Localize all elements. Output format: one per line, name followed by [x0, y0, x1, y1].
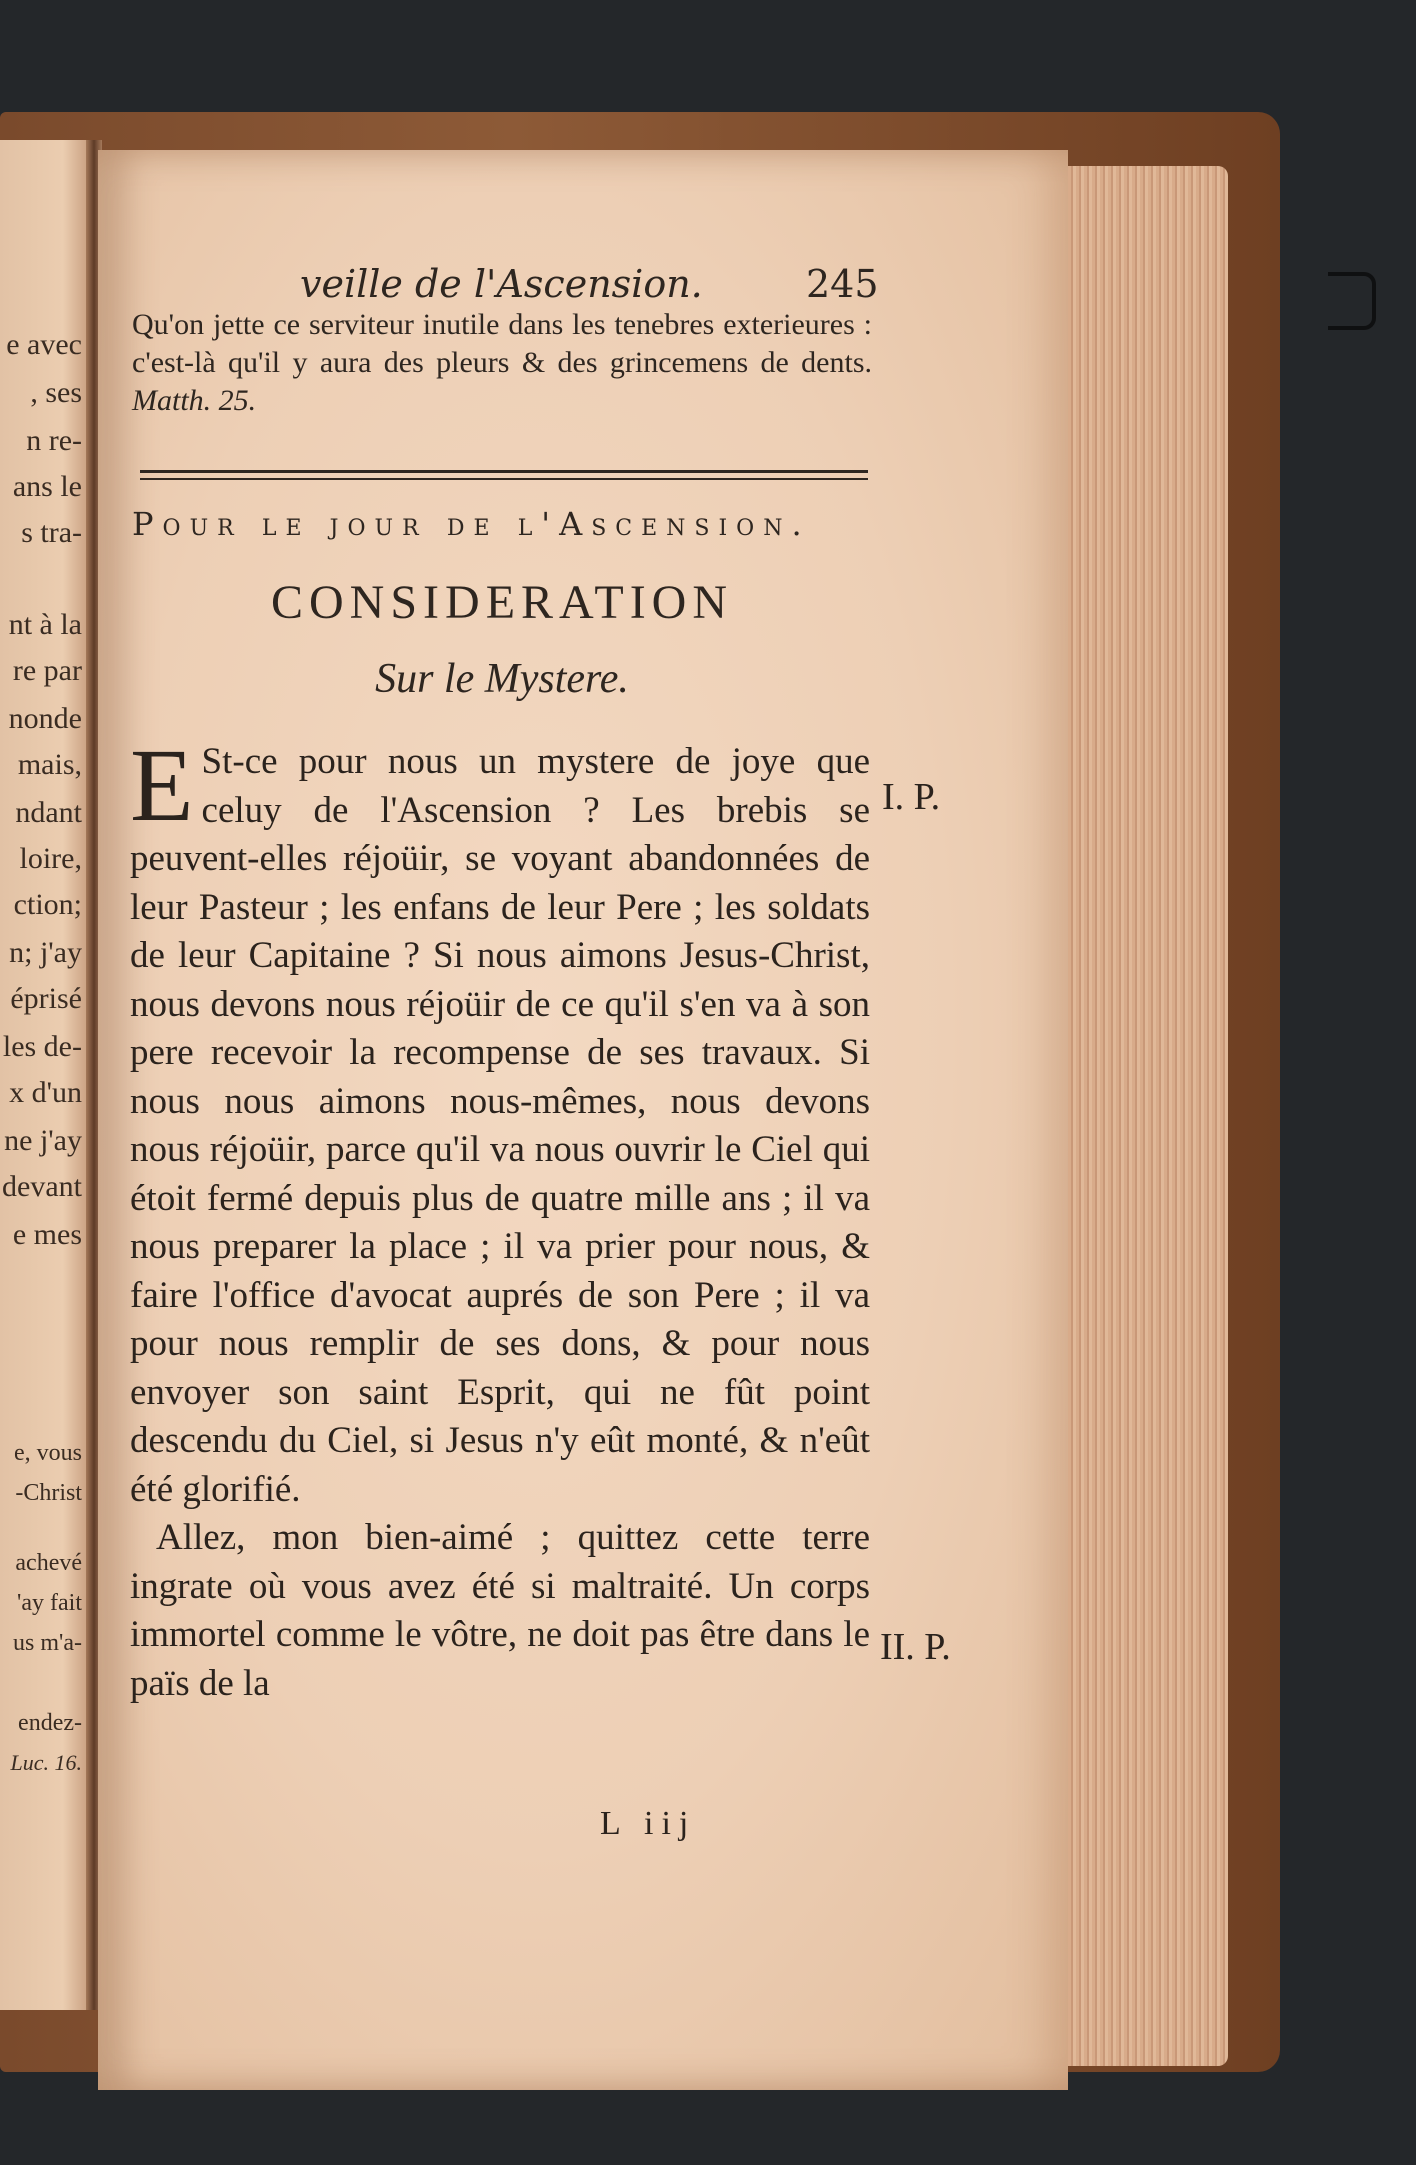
signature-mark: L iij: [600, 1805, 697, 1842]
margin-note-2: II. P.: [880, 1626, 951, 1668]
left-fragment: ndant: [15, 796, 82, 829]
previous-text: Qu'on jette ce serviteur inutile dans les tenebres exterieures : c'est-là qu'il y aura des pleurs & des grincemens de dents.: [132, 308, 872, 379]
left-fragment: , ses: [30, 376, 82, 409]
paragraph-1: [130, 728, 870, 1514]
left-fragment: mais,: [17, 748, 82, 781]
left-fragment: nonde: [8, 702, 82, 735]
section-title: Pour le jour de l'Ascension.: [132, 505, 811, 543]
left-fragment: n re-: [26, 424, 82, 457]
left-fragment: ans le: [12, 470, 82, 503]
left-fragment: achevé: [15, 1550, 82, 1576]
left-fragment: e avec: [6, 328, 82, 361]
book-clasp: [1328, 272, 1376, 330]
left-fragment: devant: [2, 1170, 82, 1203]
left-fragment: x d'un: [9, 1076, 82, 1109]
left-fragment: loire,: [19, 842, 82, 875]
left-fragment: nt à la: [8, 608, 82, 641]
scripture-reference: Matth. 25.: [132, 384, 257, 417]
margin-note-1: I. P.: [882, 776, 941, 818]
section-divider: [140, 470, 868, 480]
left-fragment: Luc. 16.: [10, 1750, 82, 1775]
paragraph-1-text: St-ce pour nous un mystere de joye que celuy de l'Ascension ? Les brebis se peuvent-elles réjoüir, se voyant abandonnées de leur Pasteur ; les enfans de leur Pere ; les soldats de leur Capitaine ? Si nous aimons Jesus-Christ, nous devons nous réjoüir de ce qu'il s'en va à son pere recevoir la recompense de ses travaux. Si nous nous aimons nous-mêmes, nous devons nous réjoüir, parce qu'il va nous ouvrir le Ciel qui étoit fermé depuis plus de quatre mille ans ; il va nous preparer la place ; il va prier pour nous, & faire l'office d'avocat auprés de son Pere ; il va pour nous remplir de ses dons, & pour nous envoyer son saint Esprit, qui ne fût point descendu du Ciel, si Jesus n'y eût monté, & n'eût été glorifié.: [130, 741, 870, 1510]
left-fragment: n; j'ay: [9, 936, 82, 969]
running-head: veille de l'Ascension.: [300, 262, 703, 306]
left-fragment: éprisé: [10, 982, 82, 1015]
left-fragment: -Christ: [15, 1480, 82, 1506]
fore-edge: [1068, 166, 1228, 2066]
subheading: Sur le Mystere.: [375, 656, 629, 702]
left-page: [0, 140, 90, 2010]
left-fragment: ction;: [13, 888, 82, 921]
left-fragment: re par: [12, 654, 82, 687]
left-fragment: endez-: [18, 1710, 82, 1736]
paragraph-2: Allez, mon bien-aimé ; quittez cette terre ingrate où vous avez été si maltraité. Un corps immortel comme le vôtre, ne doit pas être dans le païs de la: [130, 1517, 870, 1704]
heading: CONSIDERATION: [271, 576, 733, 629]
page-number: 245: [806, 262, 879, 306]
body-text: [130, 728, 870, 1708]
left-fragment: e mes: [12, 1218, 82, 1251]
left-fragment: ne j'ay: [4, 1124, 82, 1157]
left-fragment: s tra-: [21, 516, 82, 549]
left-fragment: us m'a-: [13, 1630, 82, 1656]
previous-section-text: [132, 306, 872, 420]
left-fragment: 'ay fait: [17, 1590, 82, 1616]
drop-cap: E: [130, 728, 194, 843]
left-fragment: e, vous: [14, 1440, 82, 1466]
left-fragment: les de-: [2, 1030, 82, 1063]
